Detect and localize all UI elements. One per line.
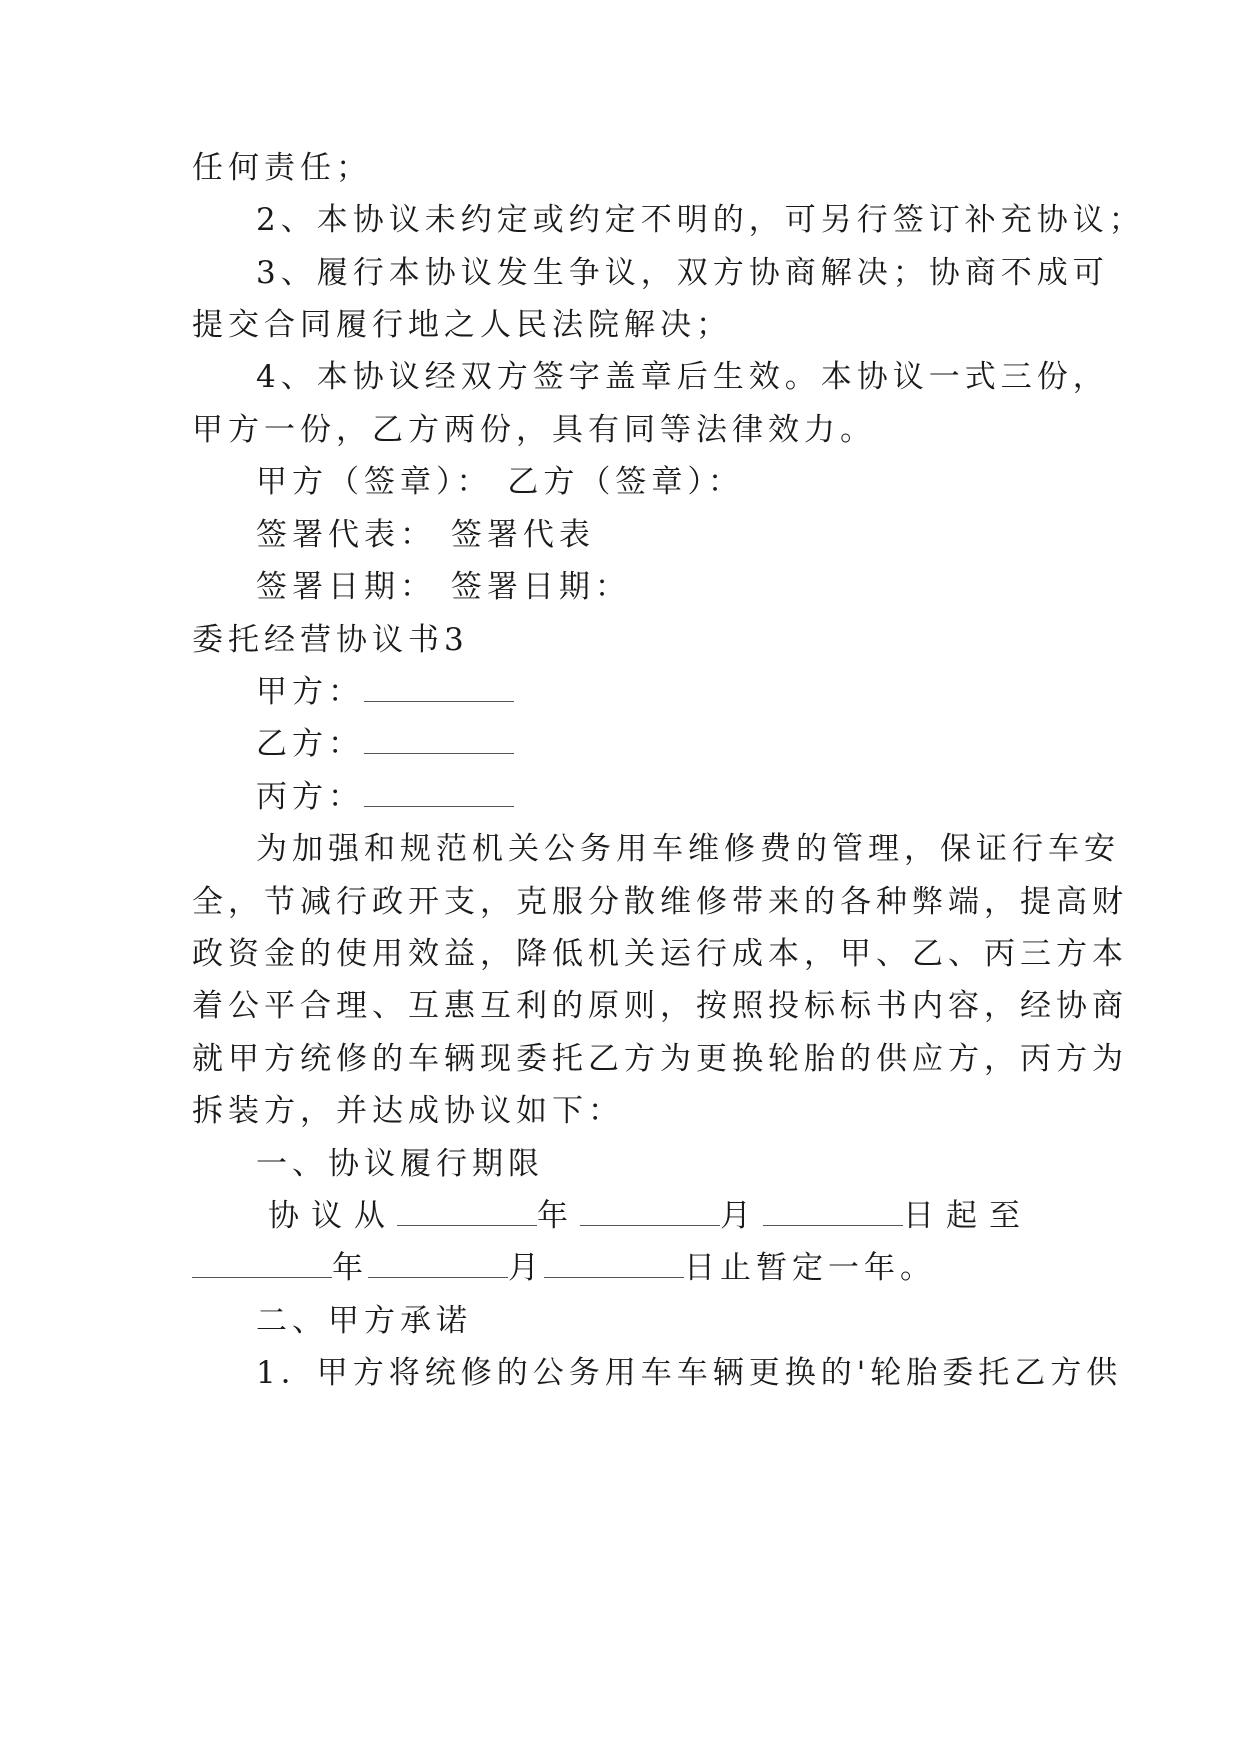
section-2-heading: 二、甲方承诺 [256,1303,472,1339]
clause-3-line-1: 3、履行本协议发生争议，双方协商解决；协商不成可 [256,255,1109,291]
clause-4-line-1: 4、本协议经双方签字盖章后生效。本协议一式三份， [256,359,1109,395]
day-to-label: 日止暂定一年。 [684,1250,936,1286]
end-year-blank [192,1251,332,1278]
end-month-blank [368,1251,508,1278]
party-c-blank [364,780,514,807]
party-a-label: 甲方： [256,674,364,710]
month-label: 月 [720,1198,763,1234]
term-line-1 [268,1196,1032,1236]
year-label: 年 [332,1250,368,1286]
intro-line-1: 为加强和规范机关公务用车维修费的管理，保证行车安 [256,831,1120,867]
start-month-blank [580,1199,720,1226]
signature-parties: 甲方（签章）： 乙方（签章）： [256,464,744,500]
end-day-blank [544,1251,684,1278]
party-b-line [256,724,514,764]
day-from-label: 日起至 [903,1198,1032,1234]
paragraph-line: 任何责任； [192,150,372,186]
term-line-2 [192,1248,936,1288]
year-label: 年 [537,1198,580,1234]
section-1-heading: 一、协议履行期限 [256,1146,544,1182]
section-2-item-1: 1．甲方将统修的公务用车车辆更换的'轮胎委托乙方供 [256,1355,1123,1391]
month-label: 月 [508,1250,544,1286]
party-c-label: 丙方： [256,779,364,815]
agreement-title: 委托经营协议书3 [192,622,469,658]
party-b-label: 乙方： [256,726,364,762]
intro-line-6: 拆装方，并达成协议如下： [192,1093,624,1129]
signature-dates: 签署日期： 签署日期： [256,569,631,605]
party-a-blank [364,675,514,702]
party-a-line [256,672,514,712]
party-c-line [256,777,514,817]
intro-line-3: 政资金的使用效益，降低机关运行成本，甲、乙、丙三方本 [192,936,1128,972]
clause-2: 2、本协议未约定或约定不明的，可另行签订补充协议； [256,202,1145,238]
intro-line-4: 着公平合理、互惠互利的原则，按照投标标书内容，经协商 [192,988,1128,1024]
clause-4-line-2: 甲方一份，乙方两份，具有同等法律效力。 [192,412,876,448]
start-day-blank [763,1199,903,1226]
party-b-blank [364,727,514,754]
intro-line-5: 就甲方统修的车辆现委托乙方为更换轮胎的供应方，丙方为 [192,1041,1128,1077]
clause-3-line-2: 提交合同履行地之人民法院解决； [192,307,732,343]
signature-representatives: 签署代表： 签署代表 [256,517,595,553]
term-from-label: 协议从 [268,1198,397,1234]
intro-line-2: 全，节减行政开支，克服分散维修带来的各种弊端，提高财 [192,884,1128,920]
start-year-blank [397,1199,537,1226]
